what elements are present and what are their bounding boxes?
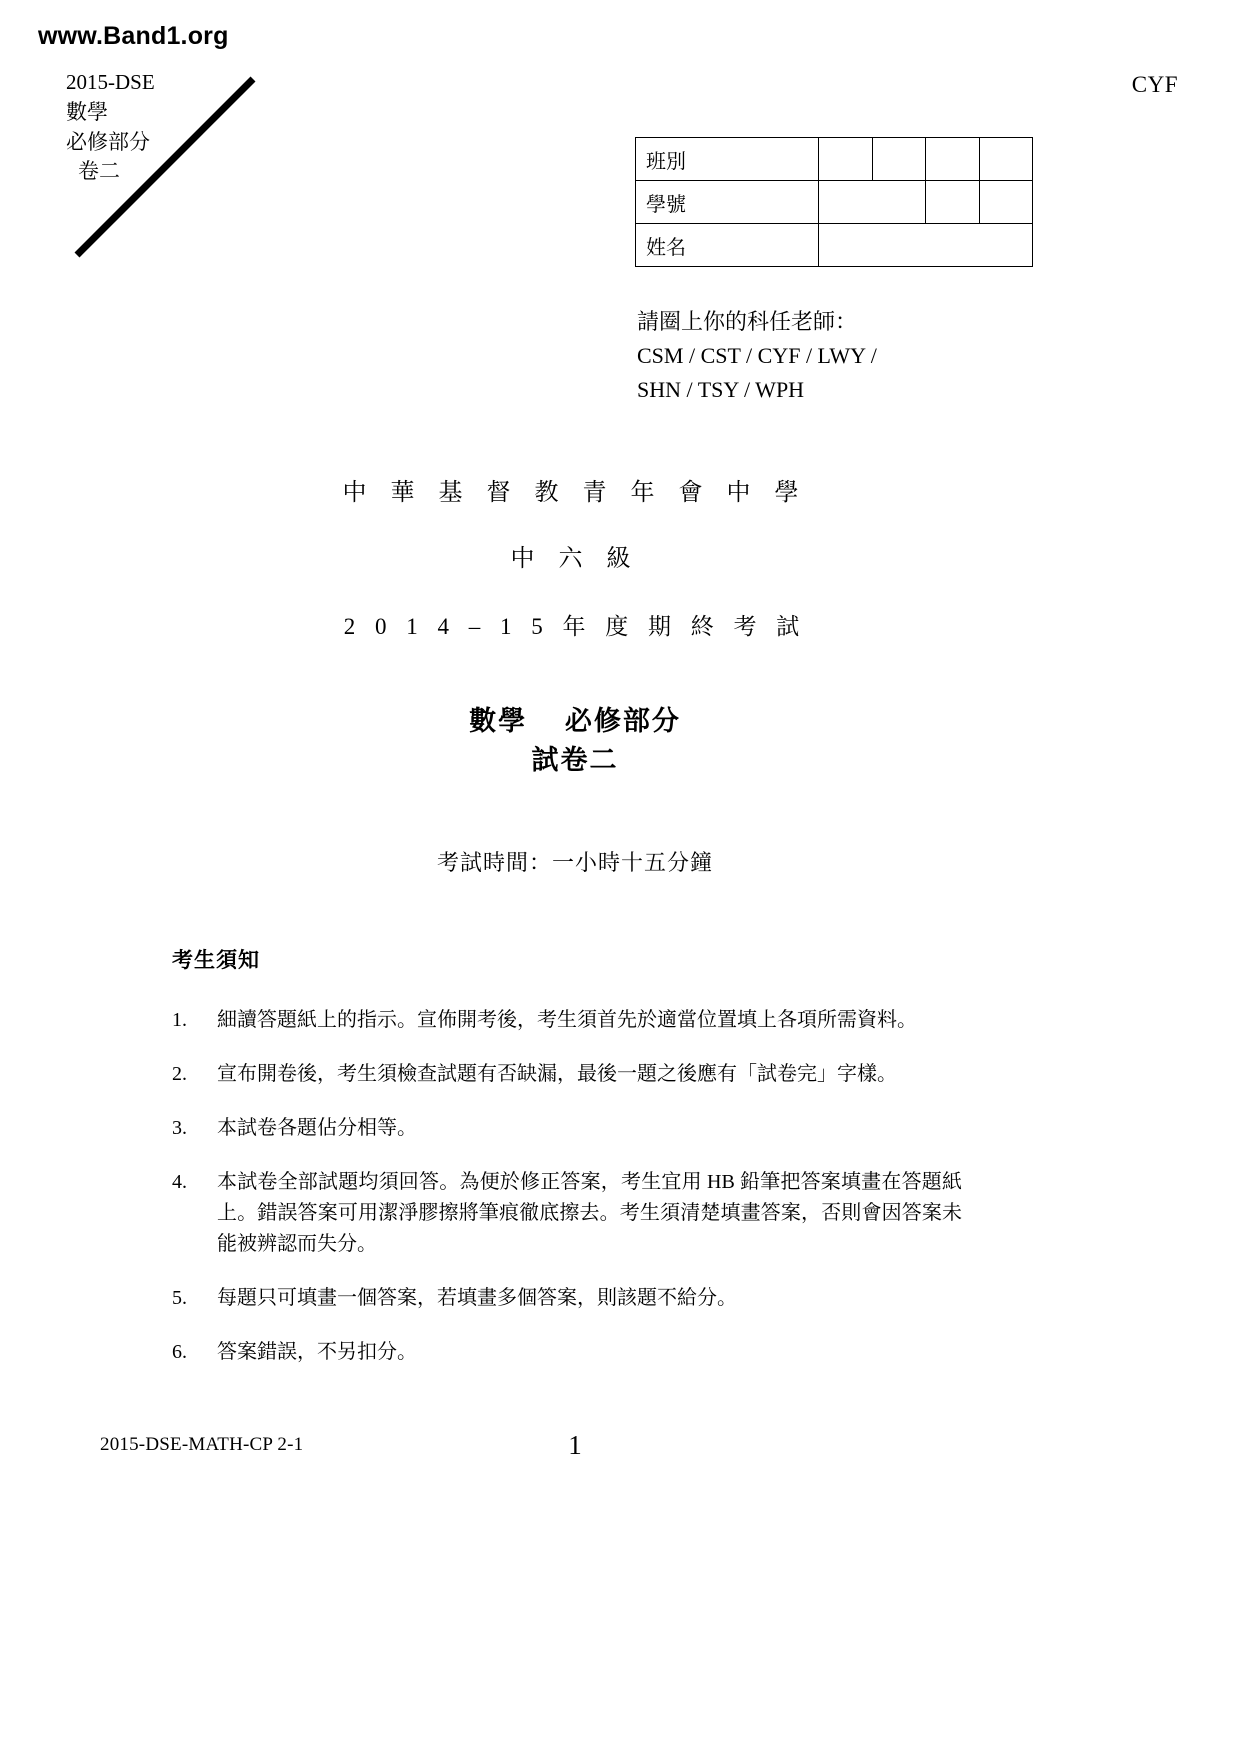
list-item	[172, 1059, 962, 1090]
list-item	[172, 1113, 962, 1144]
list-item-number: 4.	[172, 1171, 187, 1193]
teacher-list-line-2[interactable]: SHN / TSY / WPH	[637, 377, 805, 403]
list-item-number: 1.	[172, 1009, 187, 1031]
notice-heading: 考生須知	[172, 948, 260, 972]
list-item-text: 本試卷全部試題均須回答。為便於修正答案，考生宜用 HB 鉛筆把答案填畫在答題紙上。錯誤答案可用潔淨膠擦將筆痕徹底擦去。考生須清楚填畫答案，否則會因答案未能被辨認而失分。	[217, 1171, 962, 1255]
subject-title-line-2: 試卷二	[531, 745, 619, 776]
teacher-list-line-1[interactable]: CSM / CST / CYF / LWY /	[637, 343, 877, 369]
form-level: 中 六 級	[510, 546, 640, 572]
student-number-box-1[interactable]	[819, 181, 926, 224]
list-item	[172, 1337, 962, 1368]
exam-year-title: 2 0 1 4 – 1 5 年 度 期 終 考 試	[343, 614, 807, 639]
list-item	[172, 1167, 962, 1260]
list-item-number: 3.	[172, 1117, 187, 1139]
list-item-text: 宣布開卷後，考生須檢查試題有否缺漏，最後一題之後應有「試卷完」字樣。	[217, 1063, 897, 1085]
list-item-number: 2.	[172, 1063, 187, 1085]
student-number-box-2[interactable]	[926, 181, 980, 224]
teacher-circle-title: 請圈上你的科任老師：	[637, 309, 858, 334]
list-item-number: 6.	[172, 1341, 187, 1363]
school-name: 中 華 基 督 教 青 年 會 中 學	[342, 480, 808, 506]
exam-code-line-4: 卷二	[78, 159, 120, 184]
subject-title-line-1: 數學 必修部分	[469, 706, 681, 736]
notice-list	[172, 1005, 962, 1391]
list-item-text: 本試卷各題佔分相等。	[217, 1117, 417, 1139]
class-box-1[interactable]	[819, 138, 873, 181]
class-box-2[interactable]	[872, 138, 926, 181]
diagonal-slash-mark	[70, 72, 260, 262]
table-row-student-number	[636, 181, 1033, 224]
table-row-class	[636, 138, 1033, 181]
exam-code-line-3: 必修部分	[66, 129, 150, 154]
list-item-text: 答案錯誤，不另扣分。	[217, 1341, 417, 1363]
footer-paper-code: 2015-DSE-MATH-CP 2-1	[100, 1434, 304, 1455]
list-item-text: 細讀答題紙上的指示。宣佈開考後，考生須首先於適當位置填上各項所需資料。	[217, 1009, 917, 1031]
list-item	[172, 1005, 962, 1036]
list-item	[172, 1283, 962, 1314]
list-item-number: 5.	[172, 1287, 187, 1309]
info-label-class: 班別	[636, 138, 819, 181]
info-label-name: 姓名	[636, 224, 819, 267]
class-box-4[interactable]	[979, 138, 1033, 181]
student-number-box-3[interactable]	[979, 181, 1033, 224]
class-box-3[interactable]	[926, 138, 980, 181]
name-box[interactable]	[819, 224, 1033, 267]
page-number: 1	[568, 1430, 582, 1460]
student-info-table	[635, 137, 1033, 267]
subject-title	[0, 702, 1150, 780]
exam-code-line-1: 2015-DSE	[66, 70, 155, 94]
table-row-name	[636, 224, 1033, 267]
teacher-code-label: CYF	[1131, 72, 1178, 97]
exam-code-line-2: 數學	[66, 99, 108, 124]
list-item-text: 每題只可填畫一個答案，若填畫多個答案，則該題不給分。	[217, 1287, 737, 1309]
exam-duration: 考試時間：一小時十五分鐘	[436, 850, 713, 875]
teacher-circle-prompt	[637, 305, 877, 407]
site-url-watermark: www.Band1.org	[38, 22, 229, 50]
info-label-student-number: 學號	[636, 181, 819, 224]
